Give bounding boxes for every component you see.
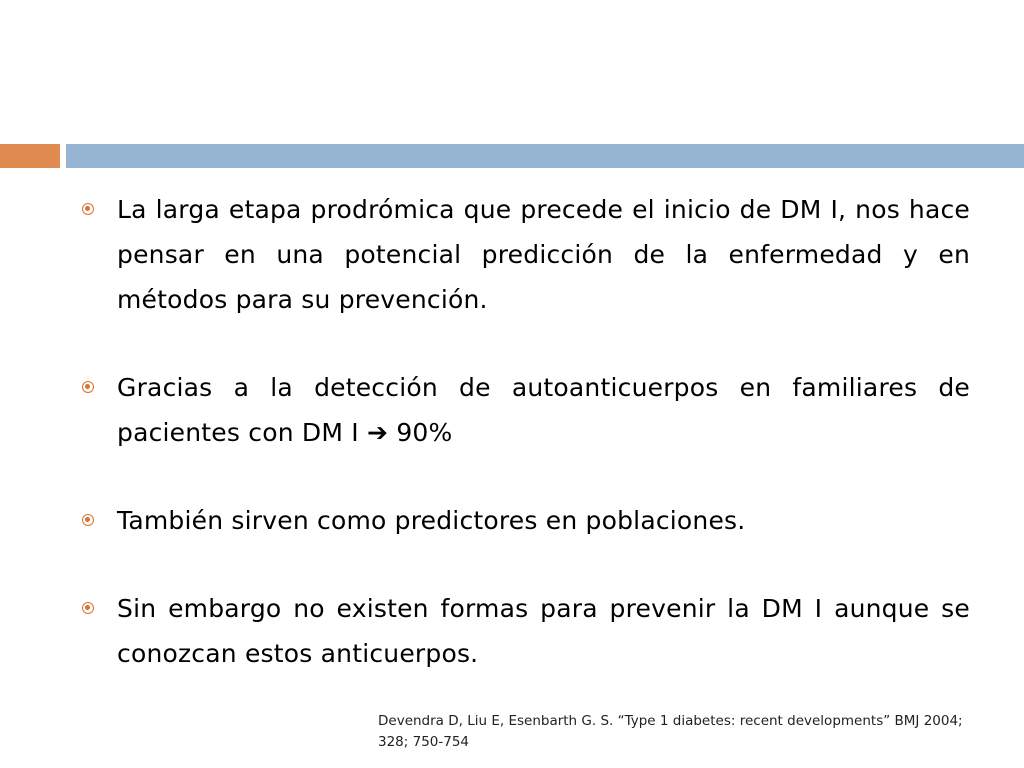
circled-dot-icon bbox=[82, 381, 94, 393]
bullet-item bbox=[80, 187, 970, 322]
bullet-item bbox=[80, 365, 970, 455]
citation: Devendra D, Liu E, Esenbarth G. S. “Type 1 diabetes: recent developments” BMJ 2004; 328; 750-754 bbox=[378, 713, 963, 750]
bullet-text: Sin embargo no existen formas para prevenir la DM I aunque se conozcan estos anticuerpos. bbox=[117, 594, 970, 668]
right-arrow-icon: ➔ bbox=[367, 418, 389, 447]
slide-body bbox=[80, 187, 970, 676]
bullet-item bbox=[80, 498, 970, 543]
bullet-item bbox=[80, 586, 970, 676]
circled-dot-icon bbox=[82, 602, 94, 614]
bullet-text: La larga etapa prodrómica que precede el inicio de DM I, nos hace pensar en una potencial predicción de la enfermedad y en métodos para su prevención. bbox=[117, 195, 970, 314]
accent-bar-orange bbox=[0, 144, 60, 168]
bullet-text: Gracias a la detección de autoanticuerpos en familiares de pacientes con DM I bbox=[117, 373, 970, 447]
circled-dot-icon bbox=[82, 514, 94, 526]
bullet-text: También sirven como predictores en poblaciones. bbox=[117, 506, 746, 535]
accent-bar-blue bbox=[66, 144, 1024, 168]
circled-dot-icon bbox=[82, 203, 94, 215]
bullet-text-value: 90% bbox=[396, 418, 453, 447]
